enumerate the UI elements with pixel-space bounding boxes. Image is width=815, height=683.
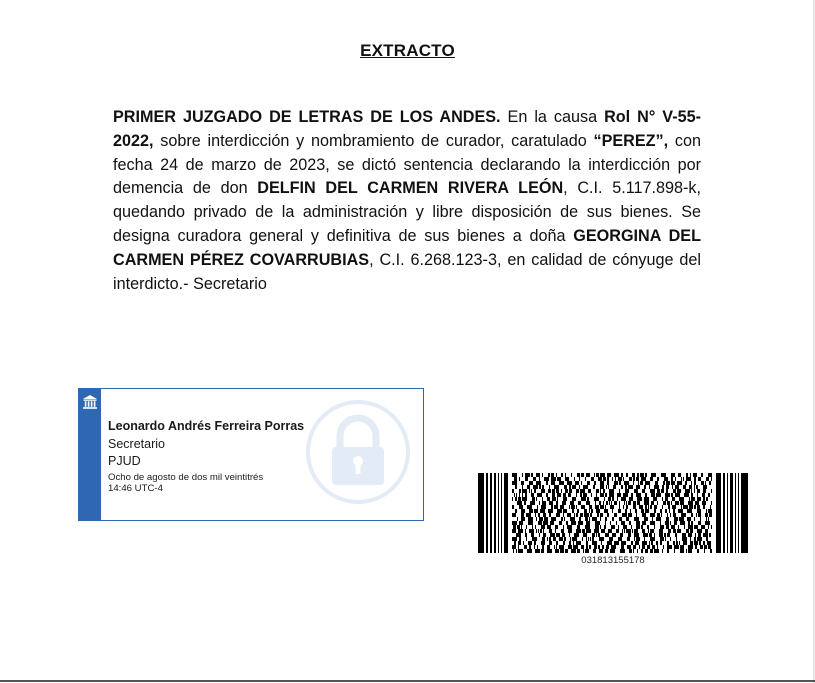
signer-role: Secretario bbox=[108, 437, 165, 451]
electronic-signature-box bbox=[78, 388, 424, 521]
signature-date: Ocho de agosto de dos mil veintitrés bbox=[108, 472, 264, 483]
body-segment: En la causa bbox=[500, 108, 605, 126]
interdicted-name: DELFIN DEL CARMEN RIVERA LEÓN bbox=[257, 179, 564, 198]
signer-name: Leonardo Andrés Ferreira Porras bbox=[108, 419, 305, 433]
signature-time: 14:46 UTC-4 bbox=[108, 483, 163, 494]
page-bottom-rule bbox=[0, 680, 815, 682]
body-segment: , C.I. 5.117.898-k, quedando privado de la administración y libre disposición de sus bienes. Se designa curadora general y definitiva de sus bienes a doña bbox=[113, 179, 702, 245]
signer-organization: PJUD bbox=[108, 454, 141, 468]
barcode-number: 031813155178 bbox=[581, 555, 645, 566]
document-body bbox=[113, 106, 701, 296]
signature-accent-bar bbox=[79, 389, 101, 520]
courthouse-icon bbox=[82, 394, 98, 410]
body-segment: con fecha 24 de marzo de 2023, se dictó sentencia declarando la interdicción por demencia de don bbox=[113, 131, 701, 198]
court-name: PRIMER JUZGADO DE LETRAS DE LOS ANDES. bbox=[113, 108, 501, 126]
barcode-image bbox=[478, 473, 748, 553]
lock-icon bbox=[304, 398, 412, 506]
case-number: Rol N° V-55-2022, bbox=[113, 108, 701, 150]
case-caption: “PEREZ”, bbox=[593, 131, 669, 150]
body-segment: , C.I. 6.268.123-3, en calidad de cónyuge del interdicto.- Secretario bbox=[113, 250, 701, 293]
curator-name: GEORGINA DEL CARMEN PÉREZ COVARRUBIAS bbox=[113, 226, 701, 269]
body-segment: sobre interdicción y nombramiento de curador, caratulado bbox=[153, 131, 594, 150]
document-title: EXTRACTO bbox=[360, 41, 455, 60]
